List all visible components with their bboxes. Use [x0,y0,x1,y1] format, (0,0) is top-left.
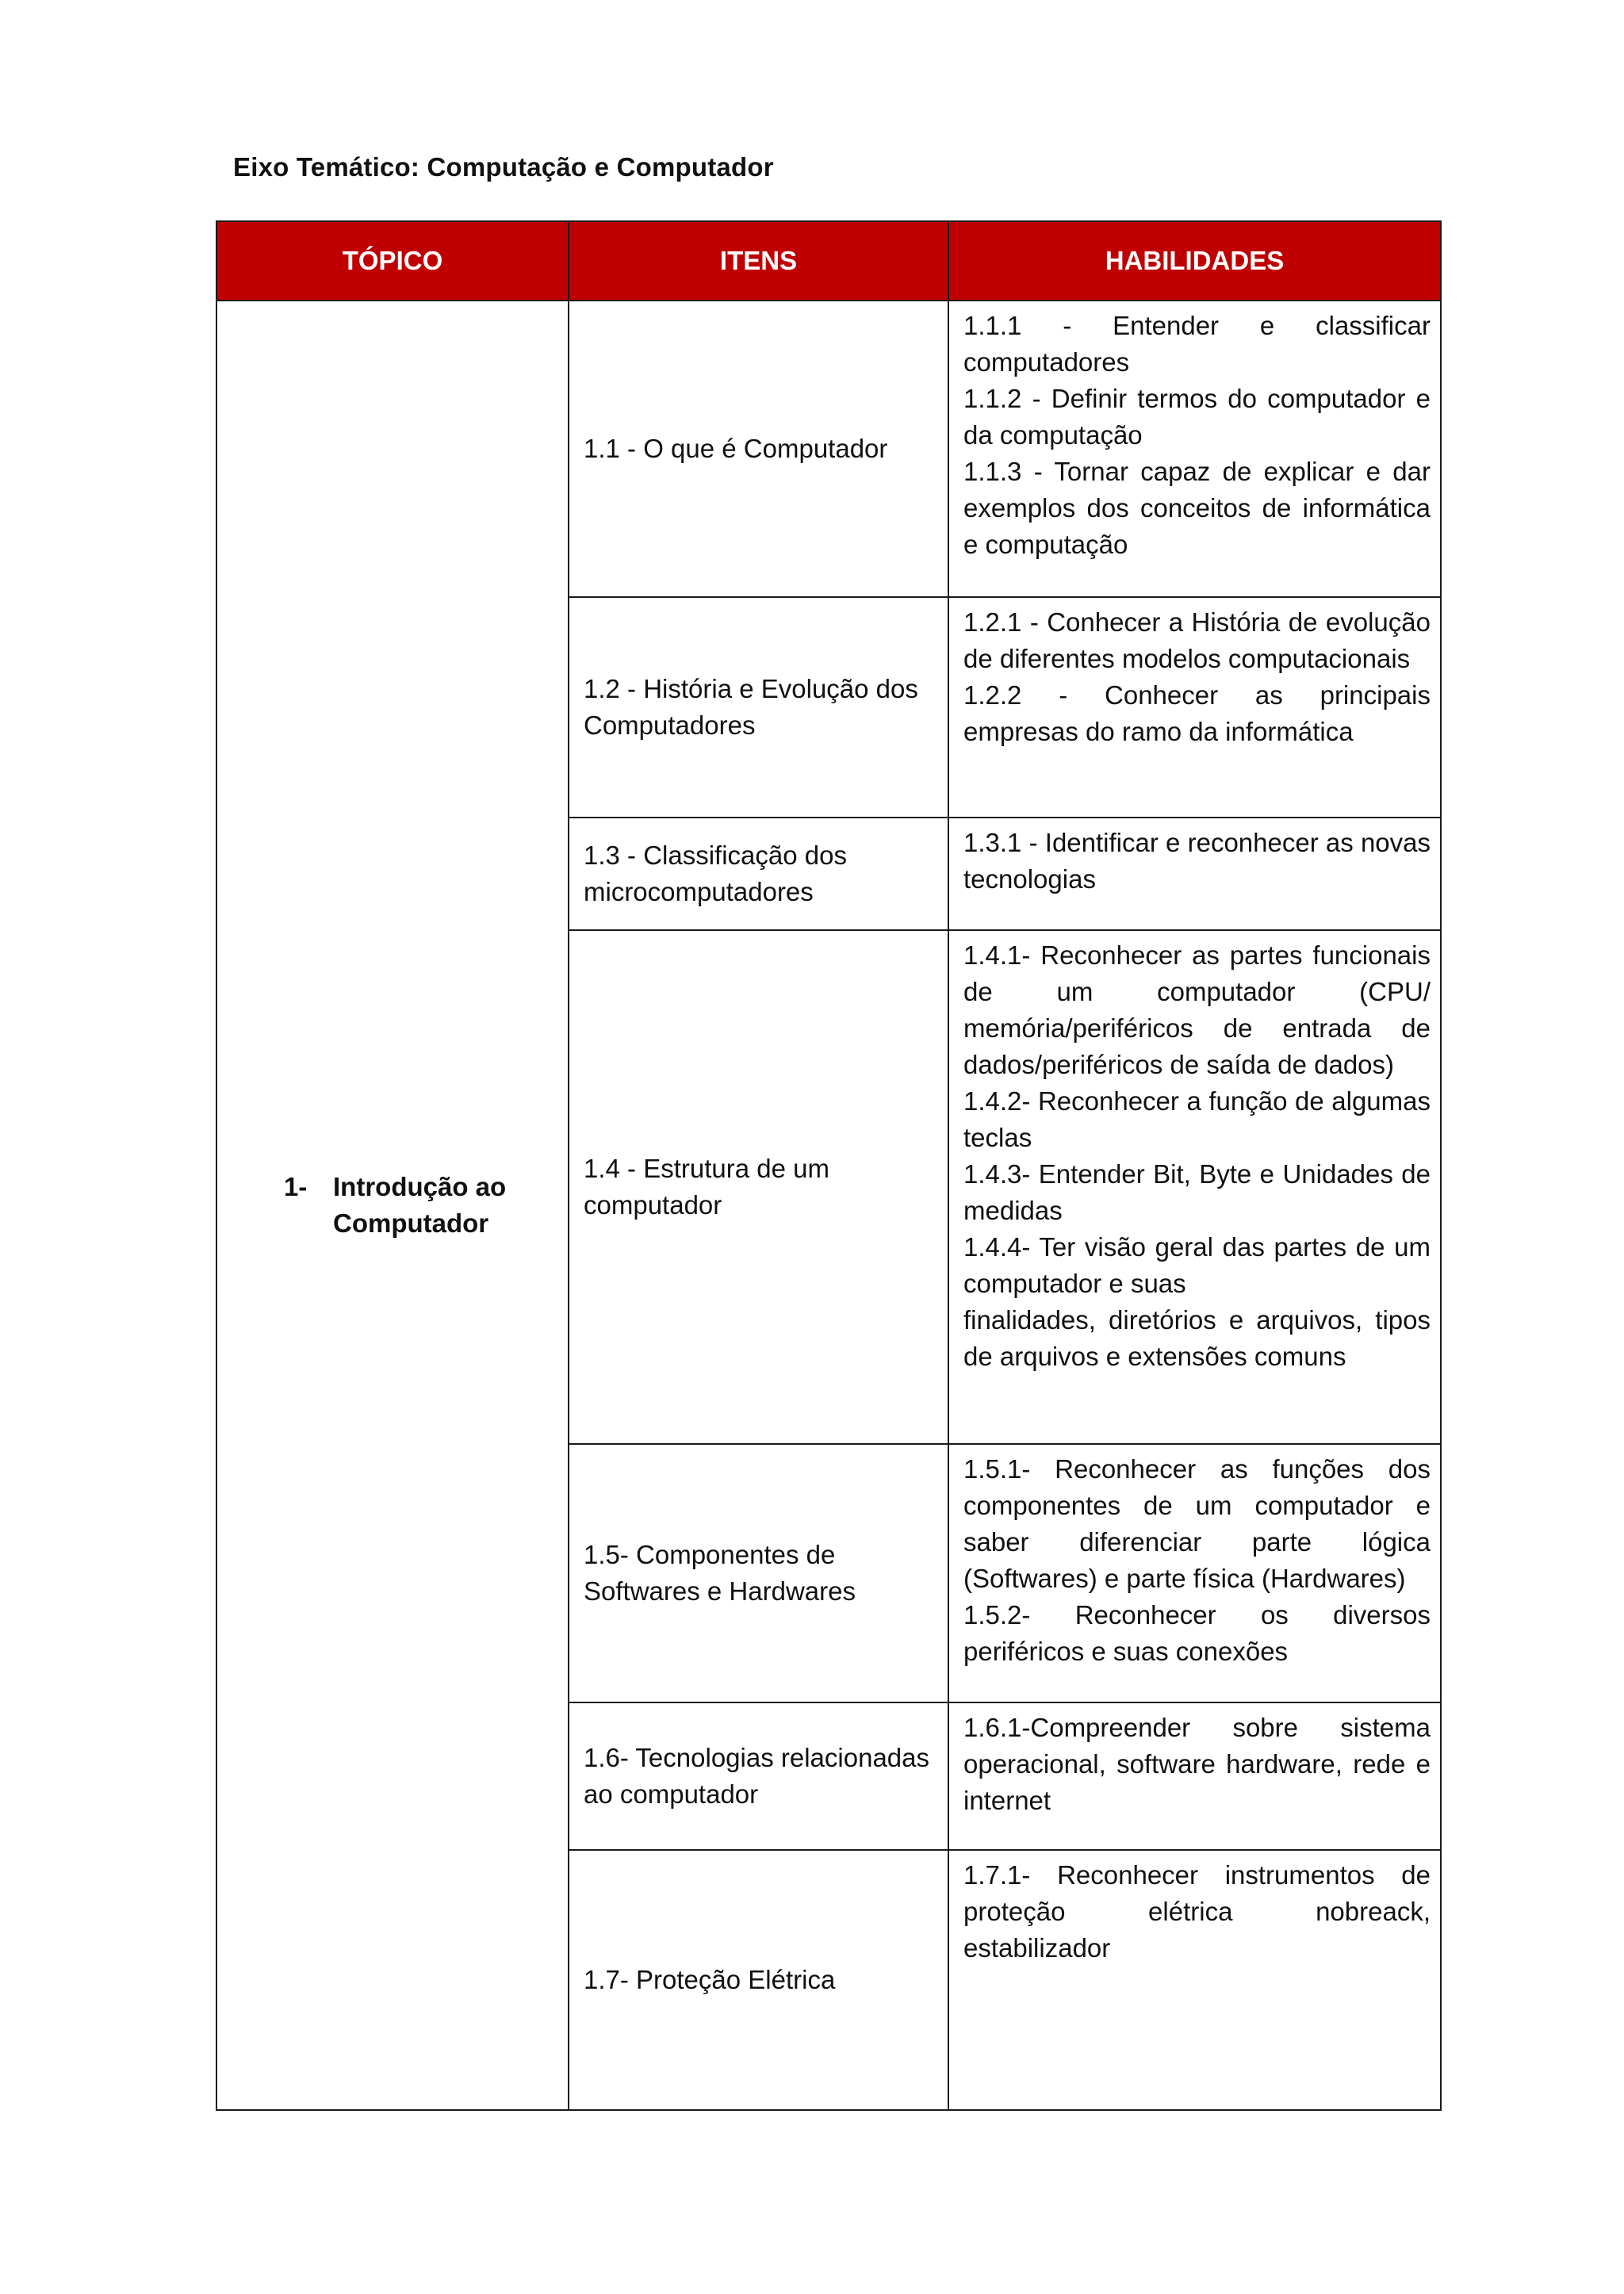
skill-line: 1.5.1- Reconhecer as funções dos componentes de um computador e saber diferenciar parte lógica (Softwares) e parte física (Hardwares) [963,1454,1431,1593]
skill-line: finalidades, diretórios e arquivos, tipos de arquivos e extensões comuns [963,1305,1431,1371]
skill-line: 1.1.1 - Entender e classificar computadores [963,311,1431,377]
item-cell: 1.7- Proteção Elétrica [569,1850,948,2110]
skills-cell [948,1850,1441,2110]
header-skills: HABILIDADES [948,221,1441,301]
table-header-row [216,221,1441,301]
header-items: ITENS [569,221,948,301]
skills-cell [948,1702,1441,1850]
skill-line: 1.6.1-Compreender sobre sistema operacional, software hardware, rede e internet [963,1713,1431,1815]
skill-line: 1.4.2- Reconhecer a função de algumas teclas [963,1086,1431,1152]
skills-cell [948,597,1441,818]
skills-cell [948,930,1441,1444]
page-title: Eixo Temático: Computação e Computador [233,152,774,182]
header-topic: TÓPICO [216,221,569,301]
skills-cell [948,1444,1441,1702]
item-cell: 1.6- Tecnologias relacionadas ao computador [569,1702,948,1850]
item-cell: 1.4 - Estrutura de um computador [569,930,948,1444]
item-cell: 1.1 - O que é Computador [569,301,948,597]
table-row [216,301,1441,597]
curriculum-table [216,220,1442,2111]
skill-line: 1.1.2 - Definir termos do computador e da computação [963,384,1431,450]
item-cell: 1.3 - Classificação dos microcomputadores [569,818,948,930]
topic-heading [217,1169,568,1242]
topic-number: 1- [284,1172,308,1201]
item-cell: 1.5- Componentes de Softwares e Hardwares [569,1444,948,1702]
topic-cell [216,301,569,2110]
skill-line: 1.5.2- Reconhecer os diversos periféricos e suas conexões [963,1600,1431,1666]
skills-cell [948,818,1441,930]
skill-line: 1.4.4- Ter visão geral das partes de um computador e suas [963,1232,1431,1298]
topic-label: Introdução ao Computador [333,1172,507,1238]
skill-line: 1.7.1- Reconhecer instrumentos de proteção elétrica nobreack, estabilizador [963,1860,1431,1963]
item-cell: 1.2 - História e Evolução dos Computadores [569,597,948,818]
skill-line: 1.2.2 - Conhecer as principais empresas do ramo da informática [963,680,1431,746]
skill-line: 1.3.1 - Identificar e reconhecer as novas tecnologias [963,828,1431,894]
skill-line: 1.1.3 - Tornar capaz de explicar e dar exemplos dos conceitos de informática e computação [963,457,1431,559]
skills-cell [948,301,1441,597]
skill-line: 1.4.1- Reconhecer as partes funcionais de um computador (CPU/ memória/periféricos de entrada de dados/periféricos de saída de dados) [963,940,1431,1079]
skill-line: 1.2.1 - Conhecer a História de evolução de diferentes modelos computacionais [963,607,1431,673]
skill-line: 1.4.3- Entender Bit, Byte e Unidades de medidas [963,1159,1431,1225]
